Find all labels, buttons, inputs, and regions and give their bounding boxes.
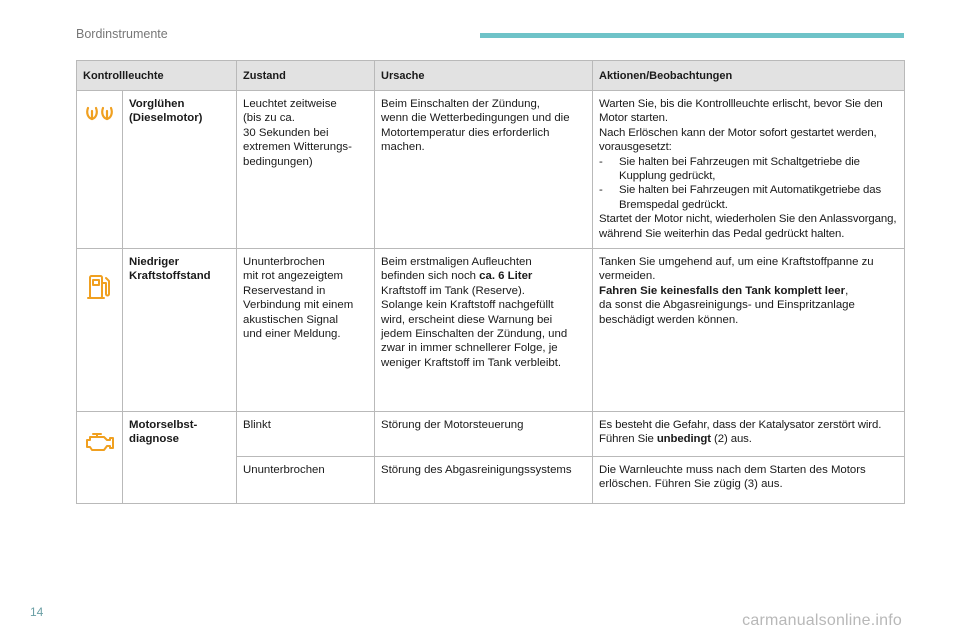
bullet-automatic [599,183,898,212]
row-title: diagnose [129,433,180,446]
watermark: carmanualsonline.info [742,612,902,629]
action-cell [593,249,905,412]
bullet-text: Sie halten bei Fahrzeugen mit Schaltgetriebe die [619,155,860,168]
action-line: Tanken Sie umgehend auf, um eine Kraftstoffpanne zu [599,256,874,268]
cause-line: machen. [381,141,425,154]
cause-line: zwar in immer schnellerer Folge, je [381,342,558,355]
action-cell [593,412,905,457]
action-line: Die Warnleuchte muss nach dem Starten des Motors [599,464,866,476]
state-line: Verbindung mit einem [243,299,354,312]
row-title-note: (Dieselmotor) [129,112,203,125]
table-row-fuel [77,249,905,412]
cause-cell: Störung der Motorsteuerung [375,412,593,457]
action-line: Startet der Motor nicht, wiederholen Sie den Anlassvorgang, [599,213,897,226]
state-cell [237,249,375,412]
column-header-cause: Ursache [375,61,593,91]
state-line: Reservestand in [243,284,326,297]
table-row-preheat [77,91,905,249]
action-text: Führen Sie [599,433,657,446]
reserve-amount: ca. 6 Liter [479,270,533,283]
action-text: , [845,284,849,297]
cause-line [381,269,586,283]
section-title: Bordinstrumente [76,27,168,41]
bullet-text: Bremspedal gedrückt. [619,198,728,211]
column-header-warning-light: Kontrollleuchte [77,61,237,91]
action-text: (2) aus. [710,433,752,446]
cause-cell [375,91,593,249]
cause-line: Kraftstoff im Tank (Reserve). [381,284,525,297]
column-header-state: Zustand [237,61,375,91]
bullet-text: Kupplung gedrückt, [619,170,716,183]
action-line: Warten Sie, bis die Kontrollleuchte erlischt, bevor Sie den [599,98,883,110]
cause-line: jedem Einschalten der Zündung, und [381,328,568,341]
row-title: Motorselbst- [129,419,198,431]
cause-cell: Störung des Abgasreinigungssystems [375,457,593,504]
state-line: 30 Sekunden bei [243,126,329,139]
action-line: Nach Erlöschen kann der Motor sofort gestartet werden, [599,126,877,139]
cause-line: weniger Kraftstoff im Tank verbleibt. [381,356,562,369]
bullet-manual [599,155,898,184]
cause-line: Beim Einschalten der Zündung, [381,98,540,110]
cause-text: befinden sich noch [381,270,480,283]
cause-line: Solange kein Kraftstoff nachgefüllt [381,299,554,312]
action-line: vorausgesetzt: [599,141,672,154]
state-line: extremen Witterungs- [243,141,352,154]
action-line: Motor starten. [599,112,668,125]
action-line: erlöschen. Führen Sie zügig (3) aus. [599,478,783,491]
table-header-row [77,61,905,91]
section-accent-bar [480,33,904,38]
bullet-dash: - [599,184,603,197]
page-number: 14 [30,605,44,619]
cause-line: wenn die Wetterbedingungen und die [381,112,570,125]
state-line: Leuchtet zeitweise [243,98,337,110]
state-line: bedingungen) [243,155,313,168]
warning-lights-table [76,60,905,504]
emphasis-text: unbedingt [656,433,711,446]
glow-plug-icon [85,105,115,127]
action-line: beschädigt werden können. [599,313,739,326]
row-title: Niedriger [129,256,180,268]
cause-line: wird, erscheint diese Warnung bei [381,313,553,326]
action-cell [593,457,905,504]
column-header-actions: Aktionen/Beobachtungen [593,61,905,91]
action-line: da sonst die Abgasreinigungs- und Einspritzanlage [599,299,855,312]
action-cell [593,91,905,249]
bullet-text: Sie halten bei Fahrzeugen mit Automatikgetriebe das [619,184,882,197]
state-line: akustischen Signal [243,313,338,326]
cause-line: Beim erstmaligen Aufleuchten [381,256,532,268]
row-title: Kraftstoffstand [129,270,211,283]
state-cell: Blinkt [237,412,375,457]
state-line: und einer Meldung. [243,328,341,341]
table-row-engine-flashing [77,412,905,457]
fuel-pump-icon [87,273,113,301]
engine-check-icon [84,430,116,454]
state-line: Ununterbrochen [243,256,325,268]
bullet-dash: - [599,155,603,168]
action-line [599,432,898,446]
warning-text: Fahren Sie keinesfalls den Tank komplett leer [599,284,846,297]
state-cell [237,91,375,249]
state-line: mit rot angezeigtem [243,270,344,283]
cause-line: Motortemperatur dies erforderlich [381,126,550,139]
row-title: Vorglühen [129,98,185,110]
cause-cell [375,249,593,412]
action-line: Es besteht die Gefahr, dass der Katalysator zerstört wird. [599,419,882,431]
state-line: (bis zu ca. [243,112,295,125]
action-line: während Sie weiterhin das Pedal gedrückt halten. [599,227,845,240]
state-cell: Ununterbrochen [237,457,375,504]
action-line: vermeiden. [599,270,656,283]
action-line [599,284,898,298]
